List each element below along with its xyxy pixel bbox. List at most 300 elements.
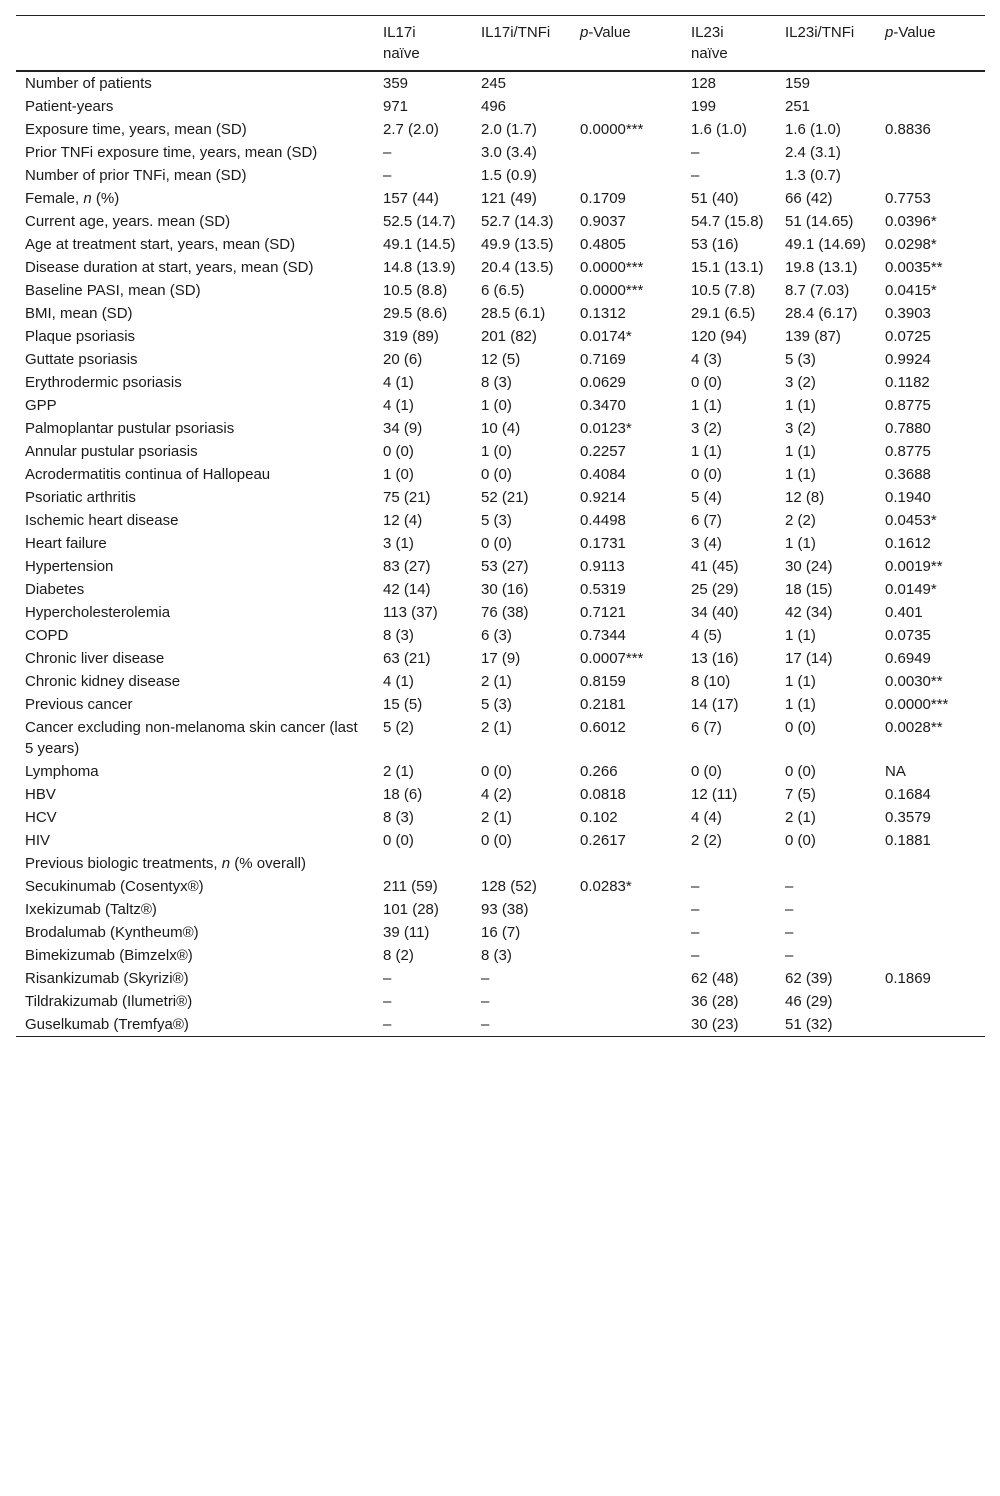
cell-il23i-tnfi: 2 (2) [785,512,816,529]
cell-il23i-naive: 1.6 (1.0) [691,121,747,138]
table-row [16,187,985,210]
cell-il23i-tnfi: 0 (0) [785,719,816,736]
cell-il17i-naive: 49.1 (14.5) [383,236,456,253]
row-label: Exposure time, years, mean (SD) [25,121,247,138]
table-row [16,233,985,256]
cell-il23i-tnfi: 18 (15) [785,581,833,598]
cell-il23i-tnfi: 42 (34) [785,604,833,621]
row-label: Number of patients [25,75,152,92]
table-row [16,852,985,875]
row-label: Disease duration at start, years, mean (SD) [25,259,314,276]
cell-il17i-tnfi: 1 (0) [481,443,512,460]
cell-il17i-tnfi: 17 (9) [481,650,521,667]
cell-il23i-tnfi: – [785,924,794,941]
cell-p-value-1: 0.4498 [580,512,626,529]
cell-p-value-1: 0.102 [580,809,618,826]
cell-il23i-naive: 1 (1) [691,397,722,414]
cell-il23i-naive: 5 (4) [691,489,722,506]
cell-il23i-tnfi: 0 (0) [785,832,816,849]
comparison-table [16,15,985,1037]
table-row [16,670,985,693]
cell-il17i-naive: 29.5 (8.6) [383,305,448,322]
cell-il23i-tnfi: – [785,947,794,964]
header-p-value-2 [885,16,985,72]
header-il23i-naive [691,16,785,72]
cell-p-value-1 [580,1013,691,1037]
table-row [16,325,985,348]
row-label: Diabetes [25,581,85,598]
cell-p-value-2: 0.0396* [885,213,937,230]
cell-il23i-naive: 14 (17) [691,696,739,713]
cell-p-value-2: 0.3579 [885,809,931,826]
table-row [16,578,985,601]
table-body [16,71,985,1037]
table-row [16,806,985,829]
cell-p-value-1: 0.0000*** [580,121,644,138]
cell-p-value-1: 0.9113 [580,558,625,575]
cell-il17i-naive: 0 (0) [383,832,414,849]
cell-p-value-1: 0.3470 [580,397,626,414]
table-row [16,141,985,164]
cell-il17i-naive: 157 (44) [383,190,439,207]
cell-il23i-tnfi: 3 (2) [785,374,816,391]
cell-p-value-1: 0.0283* [580,878,632,895]
table-row [16,440,985,463]
cell-il17i-tnfi: 1.5 (0.9) [481,167,537,184]
cell-il17i-naive: 12 (4) [383,512,423,529]
cell-p-value-2 [885,1013,985,1037]
cell-il23i-naive: – [691,144,700,161]
cell-p-value-1: 0.0000*** [580,282,644,299]
row-label: Hypercholesterolemia [25,604,171,621]
row-label: Hypertension [25,558,114,575]
cell-p-value-1: 0.0629 [580,374,626,391]
cell-il23i-tnfi: – [785,878,794,895]
table-row [16,95,985,118]
header-il17i-tnfi: IL17i/TNFi [481,16,580,72]
cell-il17i-tnfi: 201 (82) [481,328,537,345]
cell-p-value-2: 0.1881 [885,832,931,849]
cell-il17i-tnfi: 1 (0) [481,397,512,414]
table-row [16,417,985,440]
cell-il17i-tnfi: 245 [481,75,507,92]
row-label: Number of prior TNFi, mean (SD) [25,167,247,184]
row-label: HBV [25,786,56,803]
row-label [16,187,383,210]
cell-il17i-tnfi: 2 (1) [481,809,512,826]
row-label: Ixekizumab (Taltz®) [25,901,157,918]
cell-p-value-1: 0.4084 [580,466,626,483]
cell-il17i-tnfi: 28.5 (6.1) [481,305,546,322]
table-row [16,348,985,371]
cell-il17i-tnfi: 0 (0) [481,466,512,483]
cell-il23i-tnfi: 49.1 (14.69) [785,236,866,253]
cell-il23i-naive: 53 (16) [691,236,739,253]
cell-p-value-1: 0.5319 [580,581,626,598]
cell-il23i-tnfi: 5 (3) [785,351,816,368]
cell-il23i-tnfi: 139 (87) [785,328,841,345]
cell-il17i-naive: 42 (14) [383,581,431,598]
cell-il23i-naive: 199 [691,98,717,115]
cell-il23i-naive: 6 (7) [691,512,722,529]
cell-il17i-naive: 20 (6) [383,351,423,368]
cell-il17i-naive [383,852,481,875]
cell-il17i-naive: – [383,993,392,1010]
cell-il23i-tnfi: 1.6 (1.0) [785,121,841,138]
row-label: BMI, mean (SD) [25,305,133,322]
cell-il23i-naive: 54.7 (15.8) [691,213,764,230]
cell-il23i-tnfi: 17 (14) [785,650,833,667]
cell-il17i-tnfi: 8 (3) [481,374,512,391]
table-row [16,256,985,279]
cell-il17i-tnfi: – [481,993,490,1010]
cell-il23i-naive: – [691,924,700,941]
cell-il17i-tnfi [481,852,580,875]
cell-il23i-naive: 36 (28) [691,993,739,1010]
header-il17i-naive-line2: naïve [383,45,420,62]
cell-p-value-1: 0.0818 [580,786,626,803]
cell-il17i-naive: 359 [383,75,409,92]
cell-p-value-2 [885,95,985,118]
cell-p-value-2: 0.0000*** [885,696,949,713]
cell-p-value-1 [580,967,691,990]
cell-p-value-1: 0.8159 [580,673,626,690]
cell-il23i-naive: 4 (5) [691,627,722,644]
cell-il17i-naive: 14.8 (13.9) [383,259,456,276]
cell-il17i-naive: 5 (2) [383,719,414,736]
cell-p-value-1: 0.2617 [580,832,626,849]
cell-il23i-naive: 25 (29) [691,581,739,598]
cell-il17i-naive: 2.7 (2.0) [383,121,439,138]
row-label-pre: Previous biologic treatments, [25,855,222,872]
cell-p-value-2 [885,944,985,967]
cell-il17i-naive: 211 (59) [383,878,438,895]
cell-p-value-2: 0.1612 [885,535,931,552]
cell-il23i-tnfi: 1 (1) [785,627,816,644]
row-label: Brodalumab (Kyntheum®) [25,924,199,941]
cell-il23i-naive: – [691,878,700,895]
cell-il17i-tnfi: 5 (3) [481,696,512,713]
header-p-value-1 [580,16,691,72]
row-label: Risankizumab (Skyrizi®) [25,970,189,987]
cell-il23i-naive: 0 (0) [691,466,722,483]
cell-p-value-2: 0.1182 [885,374,930,391]
cell-il23i-naive: 10.5 (7.8) [691,282,756,299]
row-label: Baseline PASI, mean (SD) [25,282,201,299]
cell-il17i-tnfi: 4 (2) [481,786,512,803]
cell-p-value-2: 0.0735 [885,627,931,644]
table-row [16,118,985,141]
cell-il23i-tnfi: 62 (39) [785,970,833,987]
cell-p-value-1: 0.2181 [580,696,626,713]
cell-p-value-2: 0.8775 [885,443,931,460]
cell-il23i-naive: 120 (94) [691,328,747,345]
table-row [16,693,985,716]
cell-il17i-tnfi: 0 (0) [481,535,512,552]
cell-il23i-tnfi: 12 (8) [785,489,825,506]
cell-il17i-naive: 83 (27) [383,558,431,575]
cell-p-value-1 [580,944,691,967]
cell-il17i-naive: 39 (11) [383,924,430,941]
table-row [16,532,985,555]
cell-p-value-1 [580,990,691,1013]
row-label: Secukinumab (Cosentyx®) [25,878,204,895]
cell-il23i-tnfi [785,852,885,875]
cell-p-value-2: 0.3688 [885,466,931,483]
cell-il17i-tnfi: 93 (38) [481,901,529,918]
cell-il23i-tnfi: 1 (1) [785,696,816,713]
row-label: HIV [25,832,51,849]
cell-il23i-tnfi: 1 (1) [785,397,816,414]
header-empty-cell [16,16,383,72]
cell-p-value-2: 0.9924 [885,351,931,368]
cell-il23i-naive: 8 (10) [691,673,731,690]
table-row [16,555,985,578]
table-row [16,463,985,486]
row-label: Ischemic heart disease [25,512,179,529]
table-row [16,1013,985,1037]
cell-p-value-2: 0.0035** [885,259,943,276]
table-row [16,783,985,806]
header-p-rest-2: -Value [893,24,936,41]
cell-il17i-tnfi: 6 (6.5) [481,282,525,299]
table-row [16,829,985,852]
cell-p-value-2: 0.0453* [885,512,937,529]
cell-il23i-naive: 4 (3) [691,351,722,368]
cell-il17i-tnfi: 121 (49) [481,190,537,207]
cell-il17i-tnfi: 10 (4) [481,420,521,437]
cell-il23i-naive: 41 (45) [691,558,739,575]
cell-il23i-tnfi: 30 (24) [785,558,833,575]
cell-il23i-tnfi: 1.3 (0.7) [785,167,841,184]
table-row [16,302,985,325]
cell-p-value-2 [885,71,985,95]
cell-p-value-2 [885,141,985,164]
cell-p-value-2: 0.8775 [885,397,931,414]
table-row [16,898,985,921]
cell-il17i-naive: 8 (3) [383,809,414,826]
row-label: Plaque psoriasis [25,328,136,345]
cell-il23i-tnfi: 46 (29) [785,993,833,1010]
row-label: Psoriatic arthritis [25,489,136,506]
cell-p-value-2: 0.7753 [885,190,931,207]
row-label: Acrodermatitis continua of Hallopeau [25,466,271,483]
row-label: Prior TNFi exposure time, years, mean (SD) [25,144,318,161]
cell-p-value-2 [885,164,985,187]
cell-il17i-naive: 0 (0) [383,443,414,460]
cell-il23i-naive: 1 (1) [691,443,722,460]
row-label: Current age, years. mean (SD) [25,213,231,230]
cell-p-value-2: 0.0030** [885,673,943,690]
row-label-post: (%) [91,190,120,207]
cell-p-value-2: 0.1869 [885,970,931,987]
cell-p-value-2 [885,990,985,1013]
table-row [16,624,985,647]
header-p-italic-1: p [580,24,589,41]
cell-p-value-1: 0.9037 [580,213,626,230]
cell-il17i-tnfi: 496 [481,98,507,115]
cell-il17i-tnfi: 12 (5) [481,351,521,368]
cell-p-value-1: 0.2257 [580,443,626,460]
cell-il23i-naive: – [691,167,700,184]
cell-il17i-tnfi: 52.7 (14.3) [481,213,554,230]
cell-il17i-tnfi: 49.9 (13.5) [481,236,554,253]
cell-p-value-1: 0.7169 [580,351,626,368]
cell-il23i-naive [691,852,785,875]
cell-il17i-tnfi: – [481,970,490,987]
cell-p-value-2: 0.0298* [885,236,937,253]
cell-il17i-tnfi: 30 (16) [481,581,529,598]
cell-p-value-2: 0.0415* [885,282,937,299]
table-row [16,601,985,624]
cell-il23i-naive: 6 (7) [691,719,722,736]
row-label-post: (% overall) [230,855,306,872]
cell-p-value-2 [885,898,985,921]
row-label: Lymphoma [25,763,99,780]
cell-il23i-naive: – [691,947,700,964]
cell-p-value-2: 0.401 [885,604,923,621]
table-row [16,210,985,233]
row-label: Previous cancer [25,696,133,713]
cell-il17i-tnfi: 5 (3) [481,512,512,529]
cell-p-value-2: 0.7880 [885,420,931,437]
cell-il23i-tnfi: 1 (1) [785,535,816,552]
cell-p-value-2: NA [885,763,906,780]
row-label: Tildrakizumab (Ilumetri®) [25,993,193,1010]
cell-p-value-2: 0.0725 [885,328,931,345]
cell-p-value-2: 0.0019** [885,558,943,575]
cell-il23i-naive: 2 (2) [691,832,722,849]
cell-p-value-2: 0.1940 [885,489,931,506]
cell-p-value-1 [580,164,691,187]
cell-p-value-2 [885,921,985,944]
cell-p-value-1 [580,141,691,164]
cell-il23i-naive: 62 (48) [691,970,739,987]
cell-il23i-tnfi: 2 (1) [785,809,816,826]
cell-p-value-1: 0.7121 [580,604,626,621]
cell-il17i-tnfi: 0 (0) [481,763,512,780]
cell-p-value-1 [580,921,691,944]
cell-p-value-1: 0.9214 [580,489,626,506]
cell-il17i-naive: 113 (37) [383,604,438,621]
row-label: GPP [25,397,57,414]
header-il17i-naive [383,16,481,72]
cell-p-value-1: 0.0123* [580,420,632,437]
cell-il23i-naive: 12 (11) [691,786,738,803]
cell-il23i-naive: 3 (4) [691,535,722,552]
cell-p-value-1: 0.266 [580,763,618,780]
row-label-italic: n [83,190,92,207]
header-il23i-naive-line1: IL23i [691,24,724,41]
row-label: Annular pustular psoriasis [25,443,198,460]
cell-il23i-tnfi: 2.4 (3.1) [785,144,841,161]
cell-il23i-tnfi: 1 (1) [785,466,816,483]
cell-il17i-naive: 15 (5) [383,696,423,713]
cell-il17i-naive: 2 (1) [383,763,414,780]
cell-il17i-naive: – [383,144,392,161]
row-label: Guttate psoriasis [25,351,138,368]
table-row [16,509,985,532]
cell-il17i-naive: – [383,1013,481,1037]
table-row [16,71,985,95]
cell-il17i-tnfi: 20.4 (13.5) [481,259,554,276]
cell-il17i-tnfi: 76 (38) [481,604,529,621]
cell-il17i-naive: 52.5 (14.7) [383,213,456,230]
header-p-italic-2: p [885,24,894,41]
cell-il17i-tnfi: 6 (3) [481,627,512,644]
table-row [16,279,985,302]
cell-il17i-naive: – [383,970,392,987]
cell-il17i-naive: 8 (2) [383,947,414,964]
cell-p-value-2 [885,852,985,875]
cell-il23i-naive: 13 (16) [691,650,739,667]
table-row [16,164,985,187]
cell-il17i-tnfi: 3.0 (3.4) [481,144,537,161]
cell-il17i-naive: 3 (1) [383,535,414,552]
cell-il17i-naive: 63 (21) [383,650,431,667]
row-label [16,852,383,875]
cell-p-value-1: 0.6012 [580,719,626,736]
cell-il23i-naive: 3 (2) [691,420,722,437]
cell-il23i-tnfi: 159 [785,75,811,92]
cell-il17i-naive: – [383,167,392,184]
cell-p-value-1: 0.7344 [580,627,626,644]
row-label: Cancer excluding non-melanoma skin cancer (last 5 years) [25,719,358,757]
row-label: Chronic kidney disease [25,673,181,690]
cell-il17i-naive: 101 (28) [383,901,439,918]
cell-p-value-1: 0.1312 [580,305,626,322]
cell-p-value-2 [885,875,985,898]
cell-il23i-tnfi: 51 (14.65) [785,213,854,230]
table-row [16,647,985,670]
cell-il17i-tnfi: 2 (1) [481,719,512,736]
table-row [16,486,985,509]
cell-p-value-1: 0.1731 [580,535,626,552]
header-p-rest-1: -Value [588,24,631,41]
cell-p-value-2: 0.0149* [885,581,937,598]
cell-il23i-tnfi: 3 (2) [785,420,816,437]
row-label: Age at treatment start, years, mean (SD) [25,236,296,253]
cell-il23i-tnfi: 1 (1) [785,673,816,690]
cell-il17i-tnfi: 2 (1) [481,673,512,690]
row-label: Heart failure [25,535,107,552]
cell-il23i-naive: 4 (4) [691,809,722,826]
row-label: HCV [25,809,57,826]
cell-p-value-1: 0.1709 [580,190,626,207]
cell-p-value-2: 0.8836 [885,121,931,138]
cell-il23i-naive: 0 (0) [691,374,722,391]
table-row [16,716,985,760]
cell-il17i-naive: 75 (21) [383,489,431,506]
table-row [16,944,985,967]
cell-il23i-naive: 0 (0) [691,763,722,780]
cell-p-value-2: 0.0028** [885,719,943,736]
cell-il17i-naive: 34 (9) [383,420,423,437]
row-label: Guselkumab (Tremfya®) [16,1013,383,1037]
cell-il17i-naive: 4 (1) [383,397,414,414]
cell-il17i-naive: 4 (1) [383,673,414,690]
cell-il17i-tnfi: 16 (7) [481,924,521,941]
cell-p-value-1 [580,898,691,921]
cell-il17i-naive: 319 (89) [383,328,439,345]
cell-il17i-naive: 8 (3) [383,627,414,644]
table-row [16,921,985,944]
cell-il17i-tnfi: 0 (0) [481,832,512,849]
table-row [16,990,985,1013]
table-row [16,760,985,783]
table-row [16,875,985,898]
cell-p-value-1: 0.4805 [580,236,626,253]
